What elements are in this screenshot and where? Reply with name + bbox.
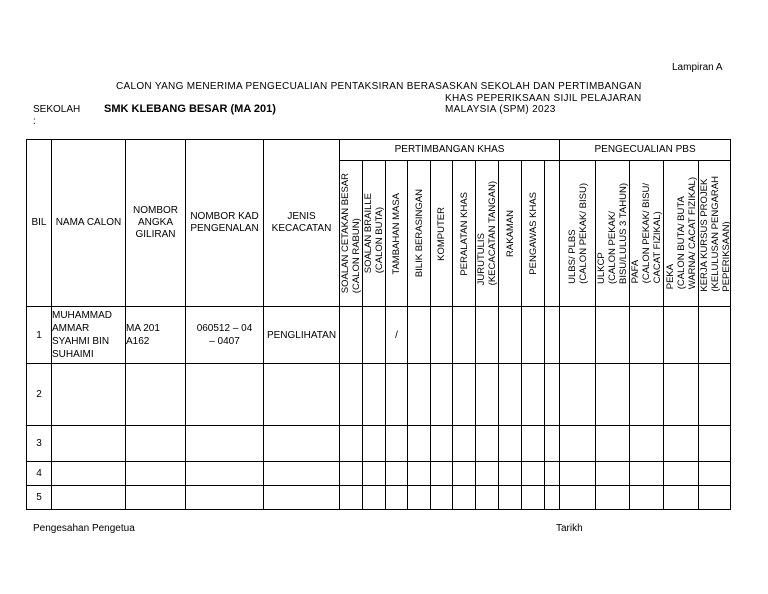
- col-peka: PEKA (CALON BUTA/ BUTA WARNA/ CACAT FIZIKAL): [664, 161, 699, 307]
- header-nombor-angka-giliran: NOMBOR ANGKA GILIRAN: [126, 140, 186, 307]
- header-pengecualian-pbs: PENGECUALIAN PBS: [560, 140, 731, 161]
- school-name: SMK KLEBANG BESAR (MA 201): [104, 103, 276, 115]
- school-colon: :: [33, 116, 36, 127]
- col-tambahan-masa: TAMBAHAN MASA: [386, 161, 408, 307]
- lampiran-label: Lampiran A: [672, 62, 723, 73]
- header-nombor-kad-pengenalan: NOMBOR KAD PENGENALAN: [186, 140, 264, 307]
- cell-bil: 3: [27, 426, 52, 462]
- col-ulbs-plbs: ULBS/ PLBS (CALON PEKAK/ BISU): [560, 161, 596, 307]
- col-ulkcp: ULKCP (CALON PEKAK/ BISU/LULUS 3 TAHUN): [596, 161, 630, 307]
- candidate-table: [26, 139, 731, 510]
- col-jurutulis: JURUTULIS (KECACATAN TANGAN): [476, 161, 499, 307]
- col-komputer: KOMPUTER: [431, 161, 453, 307]
- table-row: [27, 307, 731, 364]
- cell-angka: MA 201 A162: [126, 307, 186, 364]
- col-bilik-berasingan: BILIK BERASINGAN: [408, 161, 431, 307]
- cell-bil: 5: [27, 486, 52, 510]
- col-pengawas-khas: PENGAWAS KHAS: [522, 161, 545, 307]
- table-row: [27, 462, 731, 486]
- col-kerja-kursus-projek: KERJA KURSUS PROJEK (KELULUSAN PENGARAH PEPERIKSAAN): [699, 161, 731, 307]
- col-peralatan-khas: PERALATAN KHAS: [453, 161, 476, 307]
- cell-bil: 4: [27, 462, 52, 486]
- cell-kad: 060512 – 04 – 0407: [186, 307, 264, 364]
- form-title-line1: CALON YANG MENERIMA PENGECUALIAN PENTAKSIRAN BERASASKAN SEKOLAH DAN PERTIMBANGAN: [116, 81, 642, 92]
- table-row: [27, 486, 731, 510]
- header-jenis-kecacatan: JENIS KECACATAN: [264, 140, 340, 307]
- col-blank: [545, 161, 560, 307]
- col-soalan-cetakan-besar: SOALAN CETAKAN BESAR (CALON RABUN): [340, 161, 363, 307]
- cell-jenis: PENGLIHATAN: [264, 307, 340, 364]
- col-pafa: PAFA (CALON PEKAK/ BISU/ CACAT FIZIKAL): [630, 161, 664, 307]
- cell-bil: 1: [27, 307, 52, 364]
- table-row: [27, 426, 731, 462]
- col-soalan-braille: SOALAN BRAILLE (CALON BUTA): [363, 161, 386, 307]
- school-label: SEKOLAH: [33, 104, 81, 115]
- form-title-line3: MALAYSIA (SPM) 2023: [445, 104, 556, 115]
- header-nama-calon: NAMA CALON: [52, 140, 126, 307]
- form-title-line2: KHAS PEPERIKSAAN SIJIL PELAJARAN: [445, 93, 642, 104]
- col-rakaman: RAKAMAN: [499, 161, 522, 307]
- footer-pengesahan-pengetua: Pengesahan Pengetua: [33, 523, 135, 534]
- cell-nama: MUHAMMAD AMMAR SYAHMI BIN SUHAIMI: [52, 307, 126, 364]
- footer-tarikh: Tarikh: [556, 523, 583, 534]
- header-pertimbangan-khas: PERTIMBANGAN KHAS: [340, 140, 560, 161]
- table-row: [27, 364, 731, 426]
- cell-bil: 2: [27, 364, 52, 426]
- header-bil: BIL: [27, 140, 52, 307]
- cell-tambahan-masa-mark: /: [386, 307, 408, 364]
